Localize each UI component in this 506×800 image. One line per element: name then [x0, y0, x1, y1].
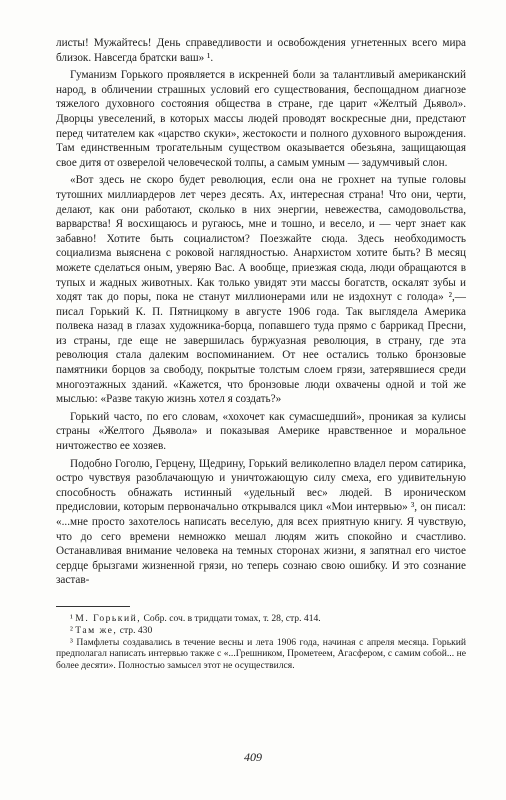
- footnote-mark: ¹: [70, 612, 73, 624]
- footnote-text: Собр. соч. в тридцати томах, т. 28, стр. 414.: [141, 612, 321, 624]
- paragraph-quote-letter: «Вот здесь не скоро будет революция, если она не грохнет на тупые головы тутошних миллиардеров лет через десять. Ах, интересная страна! Что они, черти, делают, как они работают, сколько в них энергии, невежества, самодовольства, варварства! Я восхищаюсь и ругаюсь, мне и тошно, и весело, и — черт знает как забавно! Хотите быть социалистом? Поезжайте сюда. Здесь необходимость социализма выяснена с роковой наглядностью. Анархистом хотите быть? В месяц можете сделаться оным, уверяю Вас. А вообще, приезжая сюда, люди обращаются в тупых и жадных животных. Как только увидят эти массы богатств, оскалят зубы и ходят так до поры, пока не станут миллионерами или не издохнут с голода» ²,— писал Горький К. П. Пятницкому в августе 1906 года. Так выглядела Америка полвека назад в глазах художника-борца, попавшего туда прямо с баррикад Пресни, из страны, где еще не завершилась буржуазная революция, в страну, где эта революция стала далеким воспоминанием. От нее остались только бронзовые памятники борцов за свободу, покрытые толстым слоем грязи, затерявшиеся среди многоэтажных зданий. «Кажется, что бронзовые люди охвачены одной и той же мыслью: «Разве такую жизнь хотел я создать?»: [56, 174, 466, 406]
- paragraph-humanism: Гуманизм Горького проявляется в искренней боли за талантливый американский народ, в обличении страшных условий его существования, беспощадном диагнозе тяжелого духовного состояния общества в стране, где царит «Желтый Дьявол». Дворцы увеселений, в которых массы людей проводят воскресные дни, предстают перед читателем как «царство скуки», жестокости и полного духовного вырождения. Там единственным трогательным существом оказывается обезьяна, защищающая свое дитя от озверелой человеческой толпы, а самым умным — задумчивый слон.: [56, 69, 466, 169]
- footnote-1: [56, 613, 466, 625]
- paragraph-laughter: Горький часто, по его словам, «хохочет как сумасшедший», проникая за кулисы страны «Желтого Дьявола» и показывая Америке нравственное и моральное ничтожество ее хозяев.: [56, 410, 466, 453]
- footnote-2: [56, 625, 466, 637]
- page-number: 409: [244, 750, 262, 764]
- paragraph-continuation: листы! Мужайтесь! День справедливости и освобождения угнетенных всего мира близок. Навсегда братски ваш» ¹.: [56, 37, 466, 64]
- footnote-mark: ³: [70, 636, 73, 648]
- page-body: [56, 36, 466, 672]
- paragraph-satire: Подобно Гоголю, Герцену, Щедрину, Горький великолепно владел пером сатирика, остро чувствуя разоблачающую и уничтожающую силу смеха, его удивительную способность обнажать истинный «удельный вес» людей. В ироническом предисловии, которым первоначально открывался цикл «Мои интервью» ³, он писал: «...мне просто захотелось написать веселую, для всех приятную книгу. Я чувствую, что до сего времени немножко мешал людям жить спокойно и счастливо. Останавливая внимание человека на темных сторонах жизни, я запятнал его чистое сердце брызгами жизненной грязи, но теперь сознаю свою ошибку. И это сознание застав-: [56, 457, 466, 587]
- footnote-3: [56, 637, 466, 672]
- footnote-author: М. Горький,: [75, 612, 142, 624]
- footnote-mark: ²: [70, 624, 73, 636]
- footnote-ibid: Там же,: [75, 624, 118, 636]
- footnote-divider: [56, 606, 130, 607]
- footnote-text: стр. 430: [117, 624, 153, 636]
- footnote-text: Памфлеты создавались в течение весны и лета 1906 года, начиная с апреля месяца. Горький предполагал написать интервью также с «...Грешником, Прометеем, Агасфером, с самим собой... не более десяти». Полностью замысел этот не осуществился.: [56, 636, 466, 672]
